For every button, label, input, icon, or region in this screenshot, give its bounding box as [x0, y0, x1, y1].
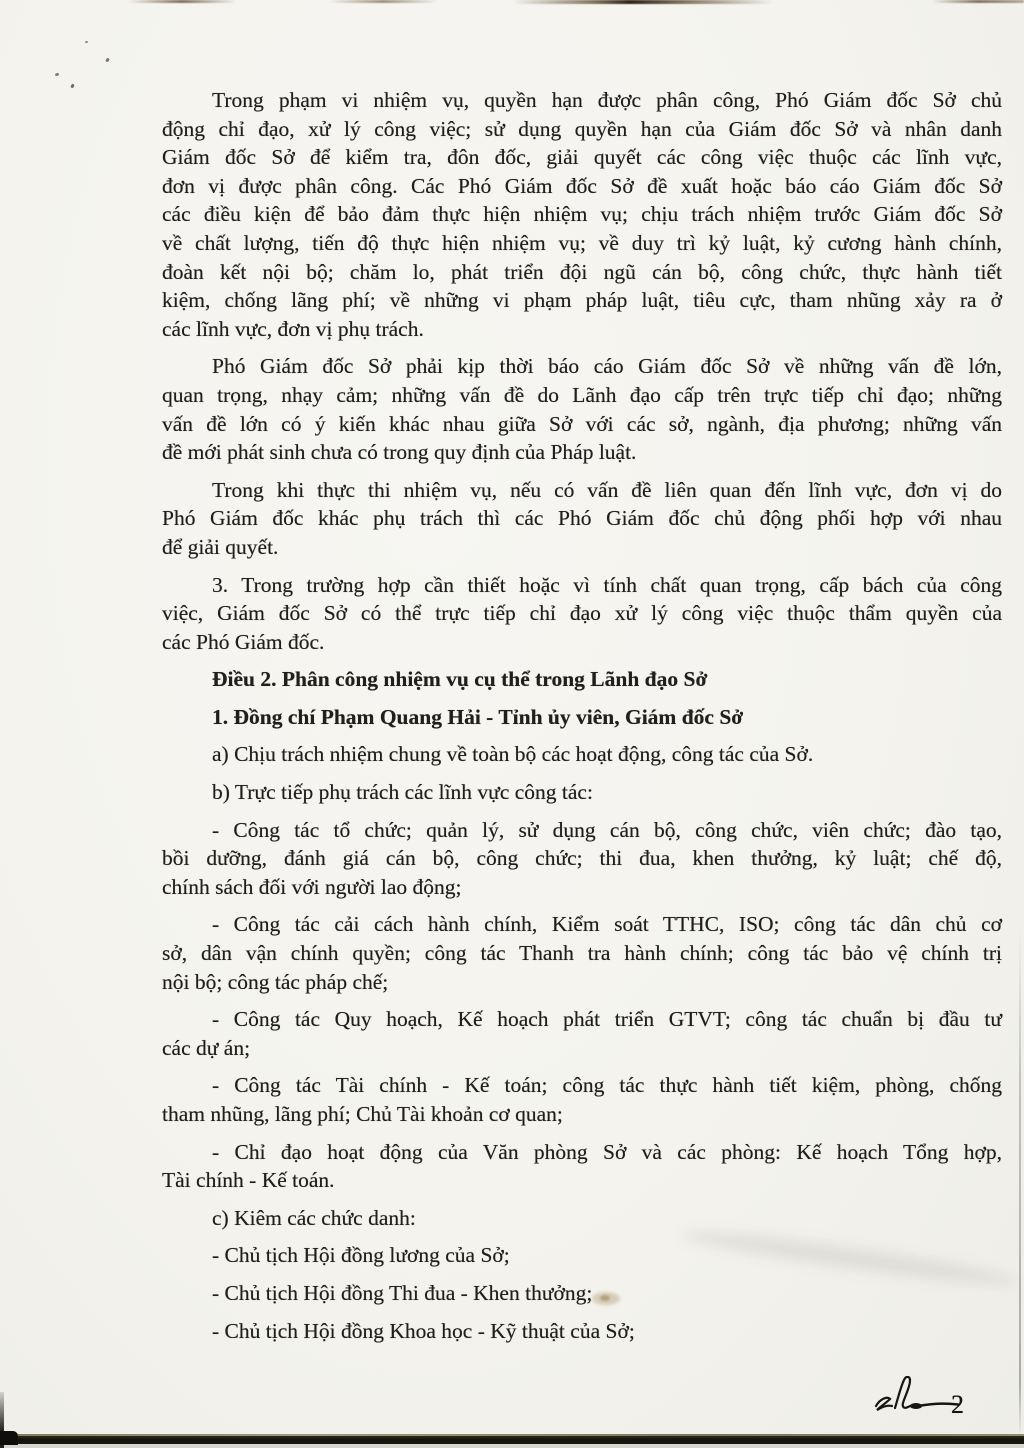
dust-speck — [70, 84, 74, 89]
scan-edge-top-streak — [128, 0, 236, 3]
scan-edge-top-streak — [932, 0, 1024, 3]
sub-heading: 1. Đồng chí Phạm Quang Hải - Tỉnh ủy viên, Giám đốc Sở — [212, 704, 744, 729]
paragraph: a) Chịu trách nhiệm chung về toàn bộ các hoạt động, công tác của Sở. — [212, 742, 814, 767]
page-number: 2 — [951, 1390, 964, 1419]
paragraph: Trong phạm vi nhiệm vụ, quyền hạn được phân công, Phó Giám đốc Sở chủ động chỉ đạo, xử lý công việc; sử dụng quyền hạn của Giám đốc Sở và nhân danh Giám đốc Sở để kiểm tra, đôn đốc, giải quyết các công việc thuộc các lĩnh vực, đơn vị được phân công. Các Phó Giám đốc Sở đề xuất hoặc báo cáo Giám đốc Sở các điều kiện để bảo đảm thực hiện nhiệm vụ; chịu trách nhiệm trước Giám đốc Sở về chất lượng, tiến độ thực hiện nhiệm vụ; về duy trì kỷ luật, kỷ cương hành chính, đoàn kết nội bộ; chăm lo, phát triển đội ngũ cán bộ, công chức, thực hành tiết kiệm, chống lãng phí; về những vi phạm pháp luật, tiêu cực, tham nhũng xảy ra ở các lĩnh vực, đơn vị phụ trách. — [162, 88, 1002, 341]
list-item: - Công tác Quy hoạch, Kế hoạch phát triển GTVT; công tác chuẩn bị đầu tư các dự án; — [162, 1007, 1002, 1060]
paragraph: Phó Giám đốc Sở phải kịp thời báo cáo Giám đốc Sở về những vấn đề lớn, quan trọng, nhạy cảm; những vấn đề do Lãnh đạo cấp trên trực tiếp chỉ đạo; những vấn đề lớn có ý kiến khác nhau giữa Sở với các sở, ngành, địa phương; những vấn đề mới phát sinh chưa có trong quy định của Pháp luật. — [162, 354, 1002, 465]
list-item: - Công tác cải cách hành chính, Kiểm soát TTHC, ISO; công tác dân chủ cơ sở, dân vận chính quyền; công tác Thanh tra hành chính; công tác bảo vệ chính trị nội bộ; công tác pháp chế; — [162, 912, 1002, 994]
dust-speck — [105, 58, 110, 63]
list-item: - Công tác Tài chính - Kế toán; công tác thực hành tiết kiệm, phòng, chống tham nhũng, lãng phí; Chủ Tài khoản cơ quan; — [162, 1073, 1002, 1126]
scan-edge-top-streak — [328, 0, 438, 3]
list-item: - Công tác tổ chức; quản lý, sử dụng cán bộ, công chức, viên chức; đào tạo, bồi dưỡng, đánh giá cán bộ, công chức; thi đua, khen thưởng, kỷ luật; chế độ, chính sách đối với người lao động; — [162, 817, 1002, 899]
document-body — [162, 86, 1002, 1354]
list-item: - Chủ tịch Hội đồng Thi đua - Khen thưởng; — [212, 1280, 593, 1305]
section-heading: Điều 2. Phân công nhiệm vụ cụ thể trong Lãnh đạo Sở — [212, 667, 708, 692]
scan-edge-corner — [0, 1431, 18, 1445]
paragraph: Trong khi thực thi nhiệm vụ, nếu có vấn đề liên quan đến lĩnh vực, đơn vị do Phó Giám đốc khác phụ trách thì các Phó Giám đốc chủ động phối hợp với nhau để giải quyết. — [162, 477, 1002, 559]
paragraph: 3. Trong trường hợp cần thiết hoặc vì tính chất quan trọng, cấp bách của công việc, Giám đốc Sở có thể trực tiếp chỉ đạo xử lý công việc thuộc thẩm quyền của các Phó Giám đốc. — [162, 572, 1002, 654]
scan-edge-right — [1019, 930, 1021, 1436]
list-item: - Chủ tịch Hội đồng Khoa học - Kỹ thuật của Sở; — [212, 1318, 635, 1343]
paragraph: c) Kiêm các chức danh: — [212, 1205, 416, 1230]
dust-speck — [55, 72, 60, 76]
scan-edge-bottom-strip — [0, 1444, 1024, 1448]
list-item: - Chỉ đạo hoạt động của Văn phòng Sở và các phòng: Kế hoạch Tổng hợp, Tài chính - Kế toán. — [162, 1139, 1002, 1193]
scan-edge-bottom-band — [0, 1436, 1024, 1444]
paragraph: b) Trực tiếp phụ trách các lĩnh vực công tác: — [212, 780, 593, 805]
list-item: - Chủ tịch Hội đồng lương của Sở; — [212, 1243, 510, 1268]
scan-edge-top-streak — [512, 0, 774, 4]
dust-speck — [85, 41, 88, 43]
scan-edge-left — [0, 1392, 4, 1448]
scan-edge-bottom-line — [0, 1434, 1024, 1436]
